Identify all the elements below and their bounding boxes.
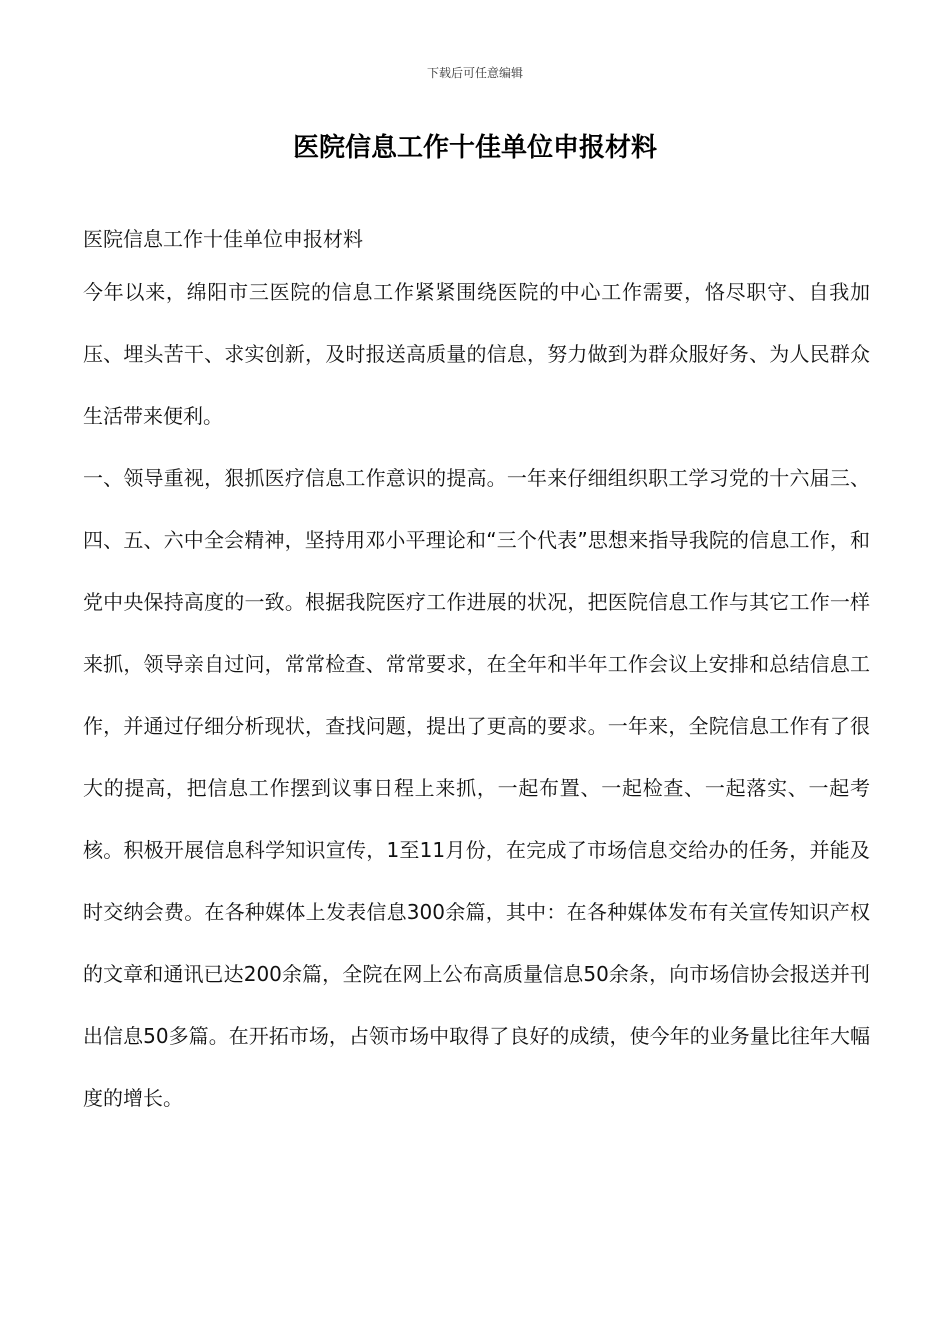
paragraph-intro: 今年以来，绵阳市三医院的信息工作紧紧围绕医院的中心工作需要，恪尽职守、自我加压、埋头苦干、求实创新，及时报送高质量的信息，努力做到为群众服好务、为人民群众生活带来便利。 <box>83 280 870 428</box>
document-body <box>83 217 870 1129</box>
document-title: 医院信息工作十佳单位申报材料 <box>292 133 657 163</box>
document-subtitle: 医院信息工作十佳单位申报材料 <box>83 227 363 251</box>
paragraph-section-1: 一、领导重视，狠抓医疗信息工作意识的提高。一年来仔细组织职工学习党的十六届三、四、五、六中全会精神，坚持用邓小平理论和“三个代表”思想来指导我院的信息工作，和党中央保持高度的一致。根据我院医疗工作进展的状况，把医院信息工作与其它工作一样来抓，领导亲自过问，常常检查、常常要求，在全年和半年工作会议上安排和总结信息工作，并通过仔细分析现状，查找问题，提出了更高的要求。一年来，全院信息工作有了很大的提高，把信息工作摆到议事日程上来抓，一起布置、一起检查、一起落实、一起考核。积极开展信息科学知识宣传，1至11月份，在完成了市场信息交给办的任务，并能及时交纳会费。在各种媒体上发表信息300余篇，其中：在各种媒体发布有关宣传知识产权的文章和通讯已达200余篇，全院在网上公布高质量信息50余条，向市场信协会报送并刊出信息50多篇。在开拓市场，占领市场中取得了良好的成绩，使今年的业务量比往年大幅度的增长。 <box>83 466 870 1110</box>
header-note: 下载后可任意编辑 <box>426 66 523 80</box>
